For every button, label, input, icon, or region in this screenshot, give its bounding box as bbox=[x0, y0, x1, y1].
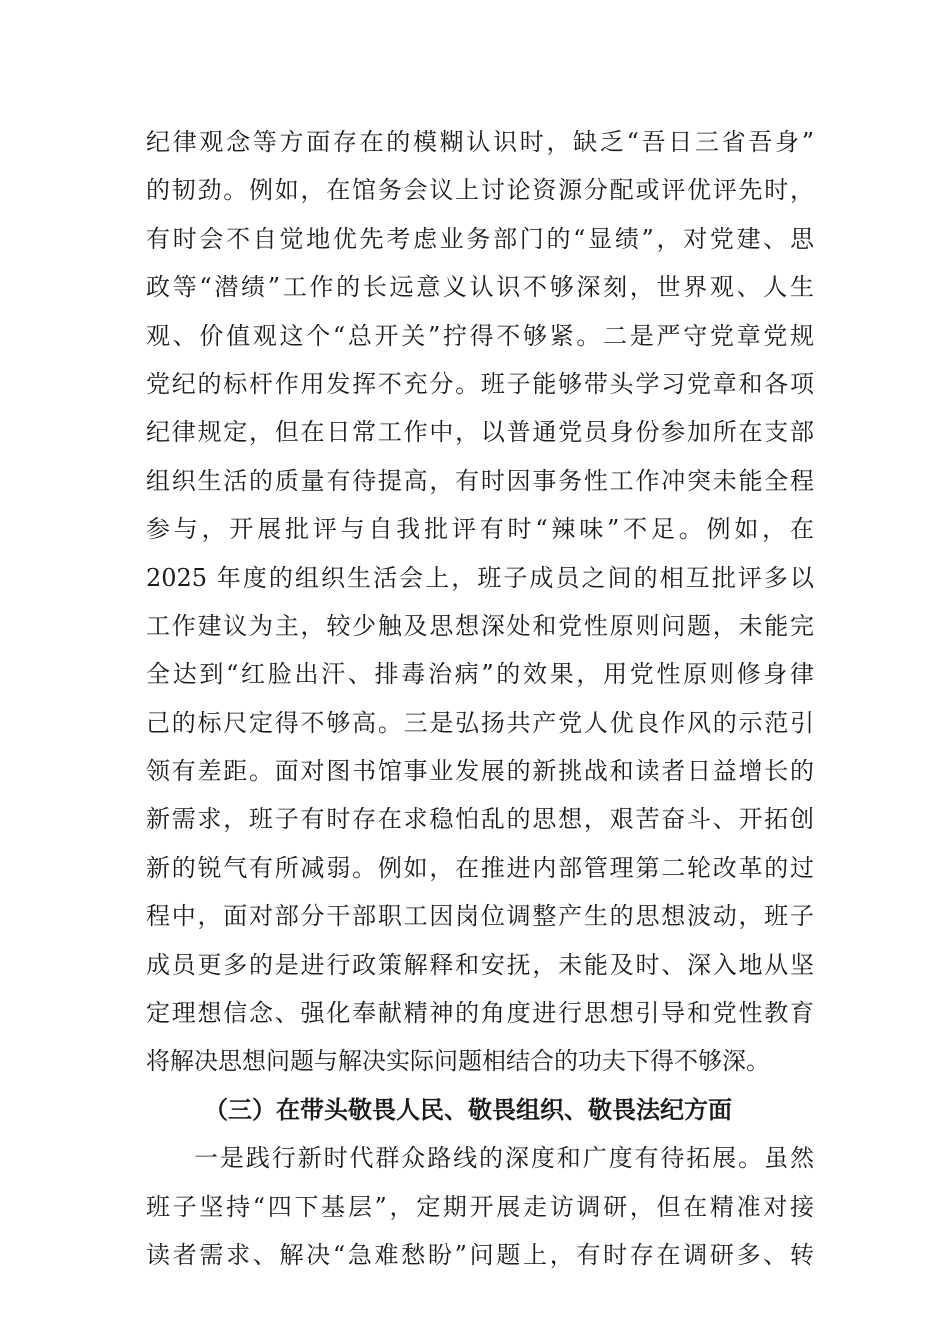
text-line: 政等“潜绩”工作的长远意义认识不够深刻，世界观、人生 bbox=[146, 273, 814, 302]
text-line: 班子坚持“四下基层”，定期开展走访调研，但在精准对接 bbox=[146, 1192, 814, 1221]
text-line: 全达到“红脸出汗、排毒治病”的效果，用党性原则修身律 bbox=[146, 660, 814, 689]
text-line: 己的标尺定得不够高。三是弘扬共产党人优良作风的示范引 bbox=[146, 708, 814, 737]
text-line: 党纪的标杆作用发挥不充分。班子能够带头学习党章和各项 bbox=[146, 369, 814, 398]
section-heading: （三）在带头敬畏人民、敬畏组织、敬畏法纪方面 bbox=[204, 1095, 732, 1124]
text-line: 程中，面对部分干部职工因岗位调整产生的思想波动，班子 bbox=[146, 902, 814, 931]
text-line: 一是践行新时代群众路线的深度和广度有待拓展。虽然 bbox=[194, 1144, 814, 1173]
text-line: 有时会不自觉地优先考虑业务部门的“显绩”，对党建、思 bbox=[146, 224, 814, 253]
text-line: 工作建议为主，较少触及思想深处和党性原则问题，未能完 bbox=[146, 611, 814, 640]
text-line: 新需求，班子有时存在求稳怕乱的思想，艰苦奋斗、开拓创 bbox=[146, 805, 814, 834]
text-line: 参与，开展批评与自我批评有时“辣味”不足。例如，在 bbox=[146, 515, 814, 544]
text-line: 纪律规定，但在日常工作中，以普通党员身份参加所在支部 bbox=[146, 418, 814, 447]
text-line: 组织生活的质量有待提高，有时因事务性工作冲突未能全程 bbox=[146, 466, 814, 495]
body-text bbox=[146, 118, 814, 1279]
text-line: 观、价值观这个“总开关”拧得不够紧。二是严守党章党规 bbox=[146, 321, 814, 350]
text-line: 2025 年度的组织生活会上，班子成员之间的相互批评多以 bbox=[146, 563, 814, 592]
text-line: 新的锐气有所减弱。例如，在推进内部管理第二轮改革的过 bbox=[146, 853, 814, 882]
text-line: 将解决思想问题与解决实际问题相结合的功夫下得不够深。 bbox=[146, 1047, 770, 1076]
text-line: 成员更多的是进行政策解释和安抚，未能及时、深入地从坚 bbox=[146, 950, 814, 979]
text-line: 领有差距。面对图书馆事业发展的新挑战和读者日益增长的 bbox=[146, 757, 814, 786]
text-line: 读者需求、解决“急难愁盼”问题上，有时存在调研多、转 bbox=[146, 1240, 814, 1269]
text-line: 的韧劲。例如，在馆务会议上讨论资源分配或评优评先时， bbox=[146, 176, 814, 205]
text-line: 定理想信念、强化奉献精神的角度进行思想引导和党性教育 bbox=[146, 999, 814, 1028]
text-line: 纪律观念等方面存在的模糊认识时，缺乏“吾日三省吾身” bbox=[146, 128, 814, 156]
